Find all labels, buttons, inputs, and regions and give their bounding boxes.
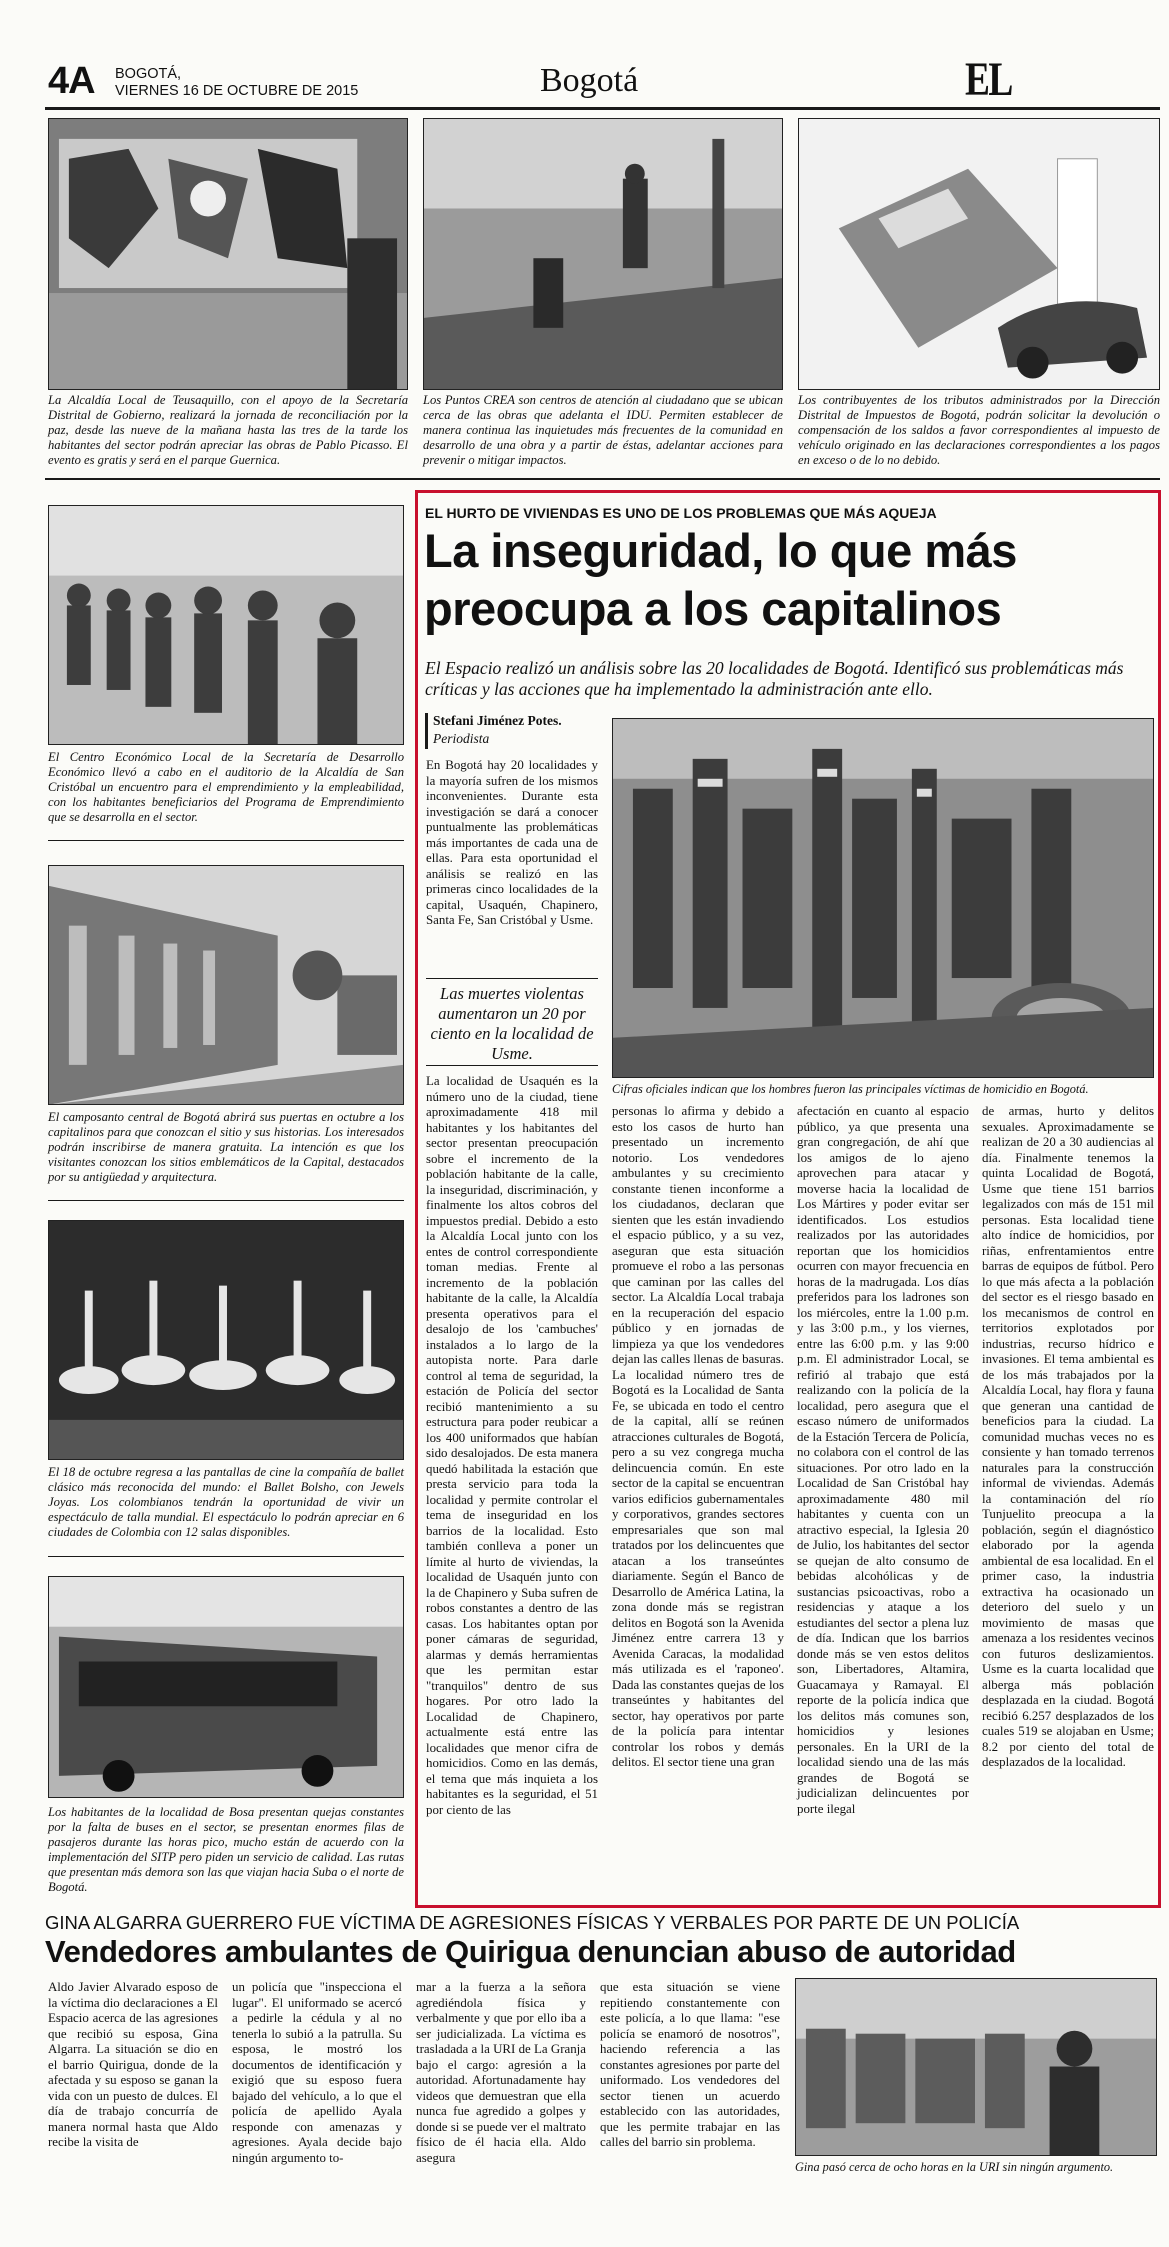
bus-icon (49, 1577, 403, 1798)
caption-taxes: Los contribuyentes de los tributos administrados por la Dirección Distrital de Impuestos de Bogotá, podrán solicitar la devolución o compensación de los saldos a favor correspondientes al impuesto de vehículo originado en las declaraciones correspondientes a los pagos en exceso o de lo no debido. (798, 393, 1160, 467)
pullquote: Las muertes violentas aumentaron un 20 por ciento en la localidad de Usme. (430, 984, 594, 1063)
byline-role: Periodista (433, 731, 490, 746)
byline-bar (425, 713, 428, 749)
caption-crea: Los Puntos CREA son centros de atención al ciudadano que se ubican cerca de las obras que adelanta el IDU. Permiten establecer de manera continua las inquietudes más frecuentes de la comunidad en desarrollo de una obra y a partir de éstas, adelantar acciones para prevenir o mitigar impactos. (423, 393, 783, 467)
second-col-3: mar a la fuerza a la señora agrediéndola física y verbalmente y que por ello iba a ser judicializada. La víctima es trasladada a la URI de La Granja bajo el cargo: agresión a la autoridad. Afortunadamente hay videos que demuestran que ella nunca fue agredido a golpes y donde si se puede ver el maltrato físico de él hacia ella. Aldo asegura (416, 1980, 586, 2165)
caption-vendor: Gina pasó cerca de ocho horas en la URI sin ningún argumento. (795, 2160, 1114, 2174)
cemetery-icon (49, 866, 403, 1105)
city-label: BOGOTÁ, (115, 66, 182, 82)
photo-guernica (48, 118, 408, 390)
photo-vendor (795, 1978, 1157, 2156)
caption-guernica: La Alcaldía Local de Teusaquillo, con el apoyo de la Secretaría Distrital de Gobierno, realizará la jornada de reconciliación por la paz, desde las nueve de la mañana hasta las tres de la tarde los habitantes del sector podrán apreciar las obras de Pablo Picasso. El evento es gratis y será en el parque Guernica. (48, 393, 408, 467)
second-col-2: un policía que "inspecciona el lugar". El uniformado se acercó a pedirle la cédula y al no tenerla lo subió a la patrulla. Su esposa, le mostró los documentos de identificación y exigió que su esposo fuera bajado del vehículo, a lo que el policía de apellido Ayala responde con amenazas y agresiones. Ayala decide bajo ningún argumento to- (232, 1980, 402, 2165)
second-col-4: que esta situación se viene repitiendo constantemente con este policía, a lo que llama: "ese policía se enamoró de nosotros", haciendo referencia a las constantes agresiones por parte del uniformado. Los vendedores del sector tienen un acuerdo establecido con las autoridades, que les permite trabajar en las calles del barrio sin problema. (600, 1980, 780, 2149)
main-intro: En Bogotá hay 20 localidades y la mayoría sufren de los mismos inconvenientes. Durante esta investigación se dará a conocer puntualmente las problemáticas más importantes de cada una de ellas. Para esta oportunidad el análisis se realizó en las primeras cinco localidades de la capital, Usaquén, Chapinero, Santa Fe, San Cristóbal y Usme. (426, 758, 598, 927)
calculator-icon (799, 119, 1159, 389)
header-rule (45, 107, 1160, 110)
cityscape-icon (613, 719, 1153, 1078)
caption-ballet: El 18 de octubre regresa a las pantallas de cine la compañía de ballet clásico más reconocida del mundo: el Ballet Bolsho, con Jewels Joyas. Los colombianos tendrán la oportunidad de vivir un espectáculo de talla mundial. El espectáculo lo podrán apreciar en 6 ciudades de Colombia con 12 salas disponibles. (48, 1465, 404, 1539)
section-rule (45, 478, 1160, 480)
side-rule-3 (48, 1556, 404, 1557)
byline (433, 712, 603, 748)
photo-cemetery (48, 865, 404, 1105)
second-kicker: GINA ALGARRA GUERRERO FUE VÍCTIMA DE AGRESIONES FÍSICAS Y VERBALES POR PARTE DE UN POLICÍA (45, 1912, 1020, 1933)
photo-ballet (48, 1220, 404, 1460)
section-title: Bogotá (540, 62, 639, 99)
main-kicker: EL HURTO DE VIVIENDAS ES UNO DE LOS PROBLEMAS QUE MÁS AQUEJA (425, 505, 937, 521)
photo-bus (48, 1576, 404, 1798)
main-col-2: personas lo afirma y debido a esto los casos de hurto han presentado un incremento notorio. Los vendedores ambulantes y su crecimiento constante tienen inconforme a los ciudadanos, declaran que sienten que les están invadiendo el espacio público, y a su vez, aseguran que esta situación promueve el robo a las personas que caminan por las calles del sector. La Alcaldía Local trabaja en la recuperación del espacio público y en jornadas de limpieza ya que los vendedores dejan las calles llenas de basuras. La localidad número tres de Bogotá es la Localidad de Santa Fe, se ubicada en todo el centro de la capital, allí se reúnen atracciones culturales de Bogotá, pero a su vez congrega mucha delincuencia común. En este sector de la capital se encuentran varios edificios gubernamentales y corporativos, grandes sectores empresariales que son mal tratados por los delincuentes que atacan a los transeúntes diariamente. Según el Banco de Desarrollo de América Latina, la zona donde más se registran delitos en Bogotá son la Avenida Jiménez entre carrera 13 y Avenida Caracas, la modalidad más utilizada es el 'raponeo'. Dada las constantes quejas de los transeúntes y habitantes del sector, hay operativos por parte de la policía para intentar controlar los robos y demás delitos. El sector tiene una gran (612, 1104, 784, 1769)
caption-entrepreneurship: El Centro Económico Local de la Secretaría de Desarrollo Económico llevó a cabo en el auditorio de la Alcaldía de San Cristóbal un encuentro para el emprendimiento y la empleabilidad, con los habitantes beneficiarios del Programa de Emprendimiento que se desarrolla en el sector. (48, 750, 404, 824)
page-number: 4A (48, 60, 95, 102)
side-rule-2 (48, 1200, 404, 1201)
vendor-stall-icon (796, 1979, 1156, 2156)
main-headline (424, 522, 1159, 638)
main-col-4: de armas, hurto y delitos sexuales. Aproximadamente se realizan de 20 a 30 audiencias al día. Finalmente tenemos la quinta Localidad de Bogotá, Usme que tiene 151 barrios legalizados con más de 151 mil personas. Esta localidad tiene alto índice de homicidios, por riñas, enfrentamientos entre barras de equipos de fútbol. Pero lo que más afecta a la población del sector es el riesgo basado en los mecanismos de control en territorios explotados por industrias, recurso hídrico e invasiones. El tema ambiental es de los más trabajados por la Alcaldía Local, hay flora y fauna que generan una cantidad de beneficios para la ciudad. La comunidad muchas veces no es consiente y han tomado terrenos naturales para la construcción informal de viviendas. Además la contaminación del río Tunjuelito preocupa a la población, según el diagnóstico elaborado por la agenda ambiental de esa localidad. En el primer caso, la industria extractiva ha ocasionado un deterioro del suelo y un movimiento de masas que amenaza a los residentes vecinos con futuros deslizamientos. Usme es la cuarta localidad que alberga más población desplazada en la ciudad. Bogotá recibió 6.257 desplazados de los cuales 519 se alojaban en Usme; 8.2 por ciento del total de desplazados de la localidad. (982, 1104, 1154, 1769)
main-dek: El Espacio realizó un análisis sobre las 20 localidades de Bogotá. Identificó sus problemáticas más críticas y las acciones que ha implementado la administración ante ello. (425, 658, 1124, 699)
construction-icon (424, 119, 782, 389)
pullquote-rule-bottom (426, 1065, 598, 1066)
people-icon (49, 506, 403, 745)
photo-construction (423, 118, 783, 390)
byline-name: Stefani Jiménez Potes. (433, 713, 562, 728)
newspaper-logo: EL (965, 53, 1010, 106)
caption-bus: Los habitantes de la localidad de Bosa presentan quejas constantes por la falta de buses en el sector, se presentan enormes filas de pasajeros durante las horas pico, mucho están de acuerdo con la implementación del SITP pero piden un servicio de calidad. Las rutas que presentan más demora son las que viajan hacia Suba o el norte de Bogotá. (48, 1805, 404, 1894)
main-headline-line1: La inseguridad, lo que más (424, 524, 1017, 577)
photo-calculator (798, 118, 1160, 390)
second-col-1: Aldo Javier Alvarado esposo de la víctima dio declaraciones a El Espacio acerca de las agresiones que recibió su esposa, Gina Algarra. La situación se dio en el barrio Quirigua, donde de la afectada y su esposo se ganan la vida con un puesto de dulces. El día de trabajo concurría de manera normal hasta que Aldo recibe la visita de (48, 1980, 218, 2149)
pullquote-rule-top (426, 978, 598, 979)
mural-icon (49, 119, 407, 389)
photo-entrepreneurship (48, 505, 404, 745)
photo-city-aerial (612, 718, 1154, 1078)
date-line (115, 66, 358, 100)
main-headline-line2: preocupa a los capitalinos (424, 582, 1002, 635)
main-col-3: afectación en cuanto al espacio público, ya que presenta una gran congregación, de ahí que los amigos de lo ajeno aprovechen para atacar y moverse hacia la localidad de Los Mártires y poder evitar ser identificados. Los estudios realizados por las autoridades reportan que los homicidios ocurren con mayor frecuencia en horas de la madrugada. Los días preferidos para los ladrones son los miércoles, entre la 1.00 p.m. y las 3:00 p.m., y los viernes, entre las 6:00 p.m. y las 9:00 p.m. El administrador Local, se refirió al trabajo que está realizando con la policía de la localidad, pero asegura que el escaso número de uniformados de la Estación Tercera de Policía, no colabora con el control de las situaciones. Por otro lado en la Localidad de San Cristóbal hay aproximadamente 480 mil habitantes y cuenta con un atractivo especial, la Iglesia 20 de Julio, los habitantes del sector se quejan de alto consumo de bebidas alcohólicas y de sustancias psicoactivas, robo a residencias y ataque a los estudiantes del sector a plena luz de día. Indican que los barrios donde más se ven estos delitos son, Libertadores, Altamira, Guacamaya y Ramayal. El reporte de la policía indica que los delitos más comunes son, homicidios y lesiones personales. En la URI de la localidad siendo una de las más grandes de Bogotá se judicializan delincuentes por porte ilegal (797, 1104, 969, 1816)
caption-cemetery: El camposanto central de Bogotá abrirá sus puertas en octubre a los capitalinos para que conozcan el sitio y sus historias. Los interesados podrán inscribirse de manera gratuita. La intención es que los visitantes conozcan los sitios emblemáticos de la Capital, destacados por su antigüedad y arquitectura. (48, 1110, 404, 1184)
side-rule-1 (48, 840, 404, 841)
caption-city: Cifras oficiales indican que los hombres fueron las principales víctimas de homicidio en Bogotá. (612, 1082, 1089, 1096)
main-col-1: La localidad de Usaquén es la número uno de la ciudad, tiene aproximadamente 418 mil habitantes y los habitantes del sector presentan preocupación sobre el incremento de la población habitante de la calle, la inseguridad, discriminación, y finalmente los altos cobros del impuestos predial. Debido a esto la Alcaldía Local junto con los entes de control correspondiente toman medias. Frente al incremento de la población habitante de la calle, la Alcaldía presenta operativos para el desalojo de los 'cambuches' instalados a lo largo de la autopista norte. Para darle control al tema de seguridad, la estación de Policía del sector recibió mantenimiento a su estructura para poder reubicar a los 400 uniformados que habían sido desalojados. De esta manera quedó habilitada la estación que presta servicio para toda la localidad y permite controlar el tema de inseguridad en los barrios de la localidad. Esto también conlleva a poner un límite al hurto de viviendas, la localidad de Usaquén junto con la de Chapinero y Suba sufren de robos constantes a dentro de las casas. Los habitantes optan por poner cámaras de seguridad, alarmas y demás herramientas que les permitan estar "tranquilos" dentro de sus hogares. Por otro lado la Localidad de Chapinero, actualmente está entre las localidades que menor cifra de homicidios. Como en las demás, el tema que más inquieta a los habitantes es la seguridad, el 51 por ciento de las (426, 1074, 598, 1817)
date-label: VIERNES 16 DE OCTUBRE DE 2015 (115, 83, 359, 99)
second-headline: Vendedores ambulantes de Quirigua denuncian abuso de autoridad (45, 1934, 1016, 1969)
ballet-icon (49, 1221, 403, 1460)
